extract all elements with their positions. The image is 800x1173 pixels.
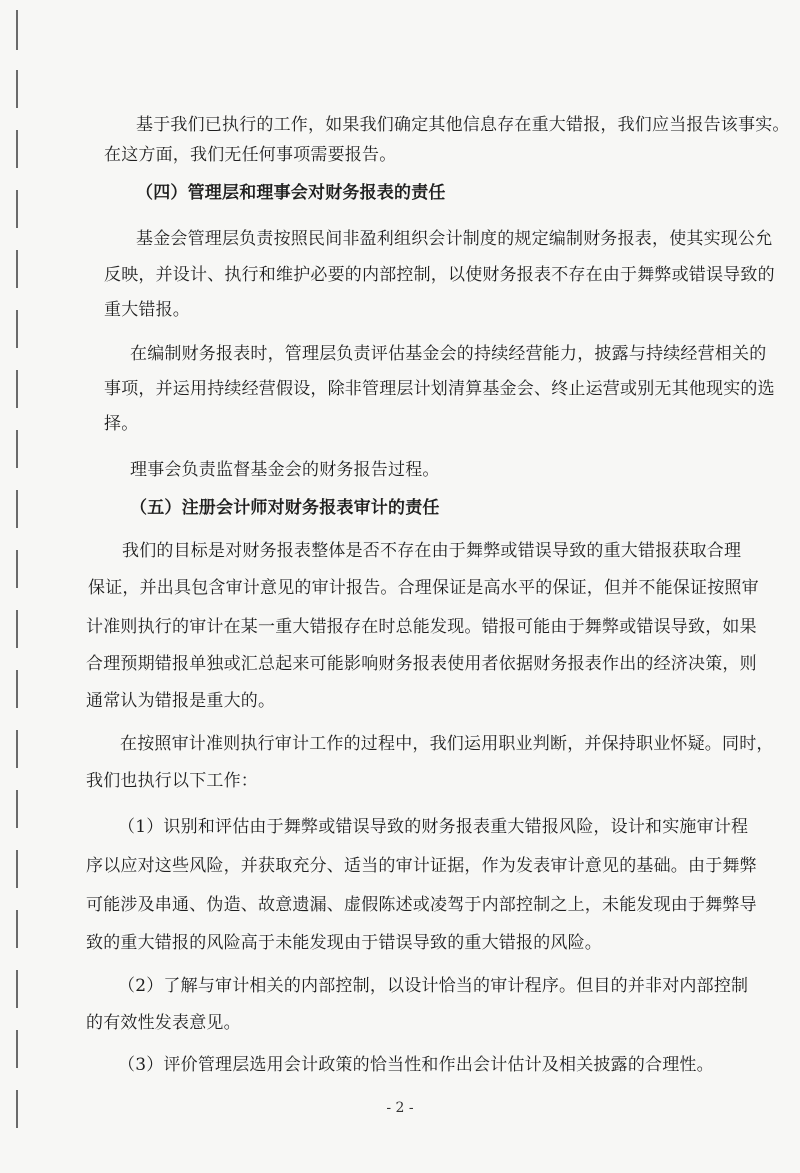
text-line: 基金会管理层负责按照民间非盈利组织会计制度的规定编制财务报表，使其实现公允 — [136, 229, 773, 249]
text-line: 在按照审计准则执行审计工作的过程中，我们运用职业判断，并保持职业怀疑。同时， — [120, 734, 774, 754]
text-line: 通常认为错报是重大的。 — [86, 691, 276, 711]
text-line: 可能涉及串通、伪造、故意遗漏、虚假陈述或凌驾于内部控制之上，未能发现由于舞弊导 — [86, 895, 757, 915]
text-line: 我们也执行以下工作： — [86, 771, 258, 791]
text-line: 合理预期错报单独或汇总起来可能影响财务报表使用者依据财务报表作出的经济决策，则 — [86, 654, 757, 674]
text-line: （3）评价管理层选用会计政策的恰当性和作出会计估计及相关披露的合理性。 — [118, 1055, 714, 1075]
text-line: 序以应对这些风险，并获取充分、适当的审计证据，作为发表审计意见的基础。由于舞弊 — [86, 856, 757, 876]
text-line: 反映，并设计、执行和维护必要的内部控制，以使财务报表不存在由于舞弊或错误导致的 — [104, 265, 775, 285]
text-line: 致的重大错报的风险高于未能发现由于错误导致的重大错报的风险。 — [86, 933, 602, 953]
text-line: 保证，并出具包含审计意见的审计报告。合理保证是高水平的保证，但并不能保证按照审 — [88, 578, 759, 598]
page-number: - 2 - — [386, 1100, 414, 1116]
text-line: 计准则执行的审计在某一重大错报存在时总能发现。错报可能由于舞弊或错误导致，如果 — [86, 617, 757, 637]
text-line: 我们的目标是对财务报表整体是否不存在由于舞弊或错误导致的重大错报获取合理 — [122, 541, 742, 561]
text-line: 的有效性发表意见。 — [86, 1013, 241, 1033]
text-line: 择。 — [104, 414, 139, 434]
text-line: （2）了解与审计相关的内部控制，以设计恰当的审计程序。但目的并非对内部控制 — [118, 976, 749, 996]
text-line: 事项，并运用持续经营假设，除非管理层计划清算基金会、终止运营或别无其他现实的选 — [104, 379, 775, 399]
text-line: 在这方面，我们无任何事项需要报告。 — [104, 145, 397, 165]
section-heading-management-responsibility: （四）管理层和理事会对财务报表的责任 — [136, 183, 446, 203]
text-line: 基于我们已执行的工作，如果我们确定其他信息存在重大错报，我们应当报告该事实。 — [136, 115, 790, 135]
text-line: 重大错报。 — [104, 300, 190, 320]
text-line: （1）识别和评估由于舞弊或错误导致的财务报表重大错报风险，设计和实施审计程 — [118, 817, 749, 837]
text-line: 在编制财务报表时，管理层负责评估基金会的持续经营能力，披露与持续经营相关的 — [130, 344, 767, 364]
section-heading-auditor-responsibility: （五）注册会计师对财务报表审计的责任 — [130, 498, 440, 518]
text-line: 理事会负责监督基金会的财务报告过程。 — [130, 460, 440, 480]
